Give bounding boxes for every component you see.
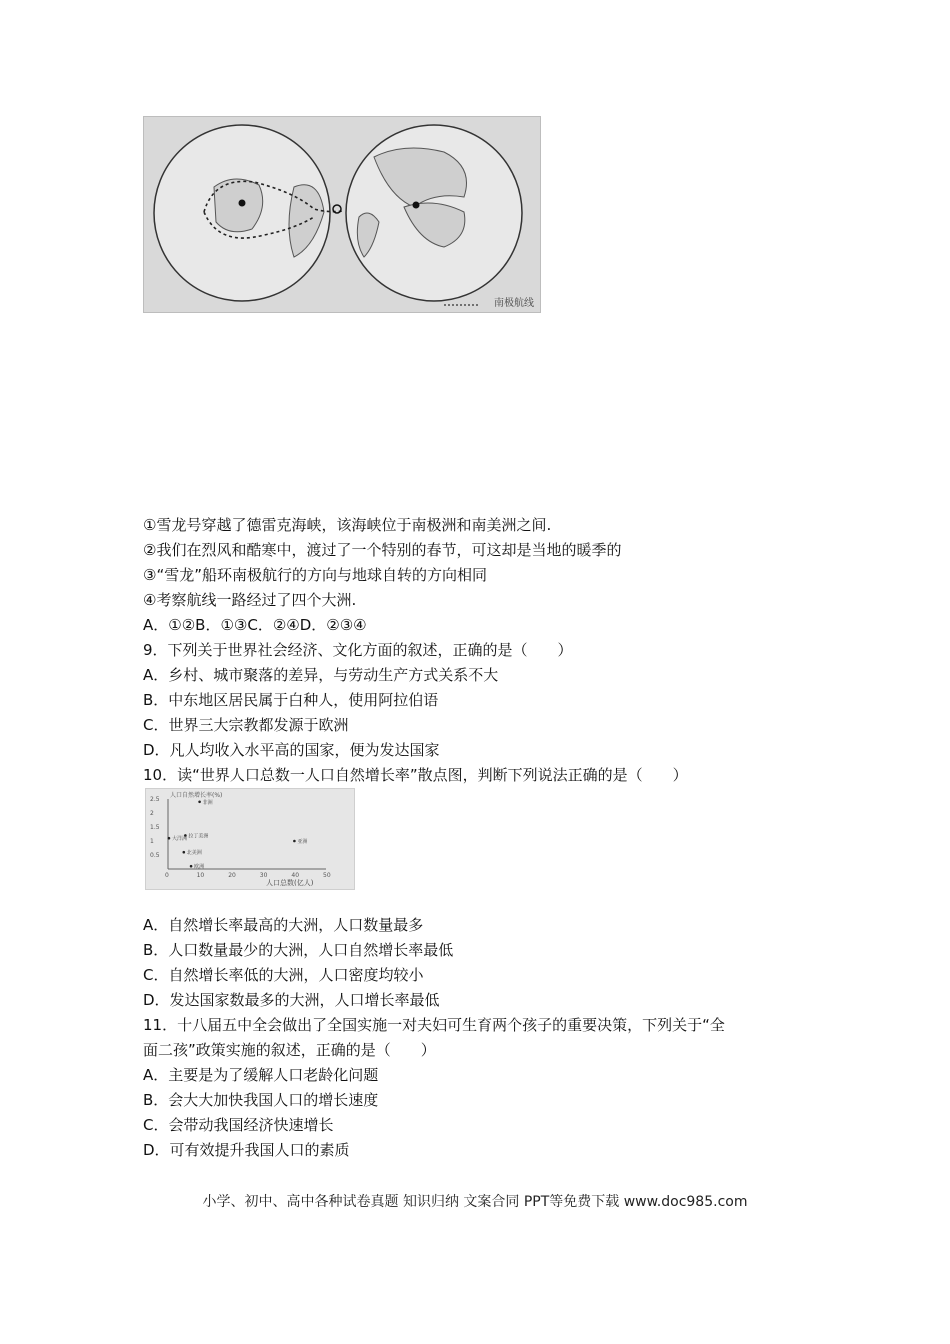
y-tick-label: 2.5 — [150, 796, 160, 803]
text-line: A．主要是为了缓解人口老龄化问题 — [143, 1066, 379, 1084]
scatter-point — [184, 834, 187, 837]
point-label: 北美洲 — [186, 850, 202, 857]
text-line: A．自然增长率最高的大洲，人口数量最多 — [143, 916, 424, 934]
text-line: ②我们在烈风和酷寒中，渡过了一个特别的春节，可这却是当地的暖季的 — [143, 541, 622, 559]
point-label: 欧洲 — [194, 864, 205, 871]
question-block-1 — [143, 513, 823, 788]
text-line: 11．十八届五中全会做出了全国实施一对夫妇可生育两个孩子的重要决策，下列关于“全 — [143, 1016, 725, 1034]
page-footer: 小学、初中、高中各种试卷真题 知识归纳 文案合同 PPT等免费下载 www.doc985.com — [202, 1194, 748, 1210]
text-line: B．人口数量最少的大洲，人口自然增长率最低 — [143, 941, 454, 959]
text-line: 10．读“世界人口总数一人口自然增长率”散点图，判断下列说法正确的是（ ） — [143, 766, 688, 784]
scatter-point — [293, 840, 296, 843]
text-line: D．凡人均收入水平高的国家，便为发达国家 — [143, 741, 440, 759]
text-line: 面二孩”政策实施的叙述，正确的是（ ） — [143, 1041, 436, 1059]
point-label: 大洋洲 — [171, 836, 187, 843]
text-line: A．乡村、城市聚落的差异，与劳动生产方式关系不大 — [143, 666, 499, 684]
scatter-point — [198, 801, 201, 804]
text-line: D．可有效提升我国人口的素质 — [143, 1141, 350, 1159]
text-line: ③“雪龙”船环南极航行的方向与地球自转的方向相同 — [143, 566, 487, 584]
text-line: ①雪龙号穿越了德雷克海峡，该海峡位于南极洲和南美洲之间. — [143, 516, 552, 534]
x-tick-label: 50 — [323, 872, 331, 879]
scatter-point — [168, 837, 171, 840]
y-tick-label: 2 — [150, 810, 154, 817]
scatter-plot — [146, 789, 354, 889]
y-axis-label: 人口自然增长率(%) — [170, 792, 223, 799]
antarctic-route-map — [143, 116, 541, 313]
text-line: ④考察航线一路经过了四个大洲. — [143, 591, 357, 609]
x-tick-label: 40 — [291, 872, 300, 879]
population-scatter-chart — [145, 788, 355, 890]
text-line: B．会大大加快我国人口的增长速度 — [143, 1091, 379, 1109]
map-legend-label: 南极航线 — [494, 298, 534, 309]
point-label: 亚洲 — [297, 839, 308, 845]
text-line: C．世界三大宗教都发源于欧洲 — [143, 716, 349, 734]
text-line: C．会带动我国经济快速增长 — [143, 1116, 334, 1134]
text-line: B．中东地区居民属于白种人，使用阿拉伯语 — [143, 691, 439, 709]
y-tick-label: 1.5 — [150, 824, 160, 831]
x-tick-label: 20 — [228, 872, 236, 879]
text-line: D．发达国家数最多的大洲，人口增长率最低 — [143, 991, 440, 1009]
y-tick-label: 1 — [150, 838, 154, 845]
y-tick-label: 0.5 — [150, 852, 160, 859]
text-line: C．自然增长率低的大洲，人口密度均较小 — [143, 966, 424, 984]
text-line: 9．下列关于世界社会经济、文化方面的叙述，正确的是（ ） — [143, 641, 573, 659]
x-axis-label: 人口总数(亿人) — [266, 879, 314, 887]
x-tick-label: 10 — [196, 872, 205, 879]
point-label: 非洲 — [202, 799, 213, 806]
question-block-2 — [143, 913, 823, 1163]
scatter-point — [190, 865, 193, 868]
point-label: 拉丁美洲 — [188, 833, 209, 840]
scatter-point — [183, 851, 186, 854]
x-tick-label: 30 — [259, 872, 268, 879]
text-line: A．①②B．①③C．②④D．②③④ — [143, 616, 367, 634]
map-drawing — [144, 117, 540, 312]
x-tick-label: 0 — [165, 872, 169, 879]
